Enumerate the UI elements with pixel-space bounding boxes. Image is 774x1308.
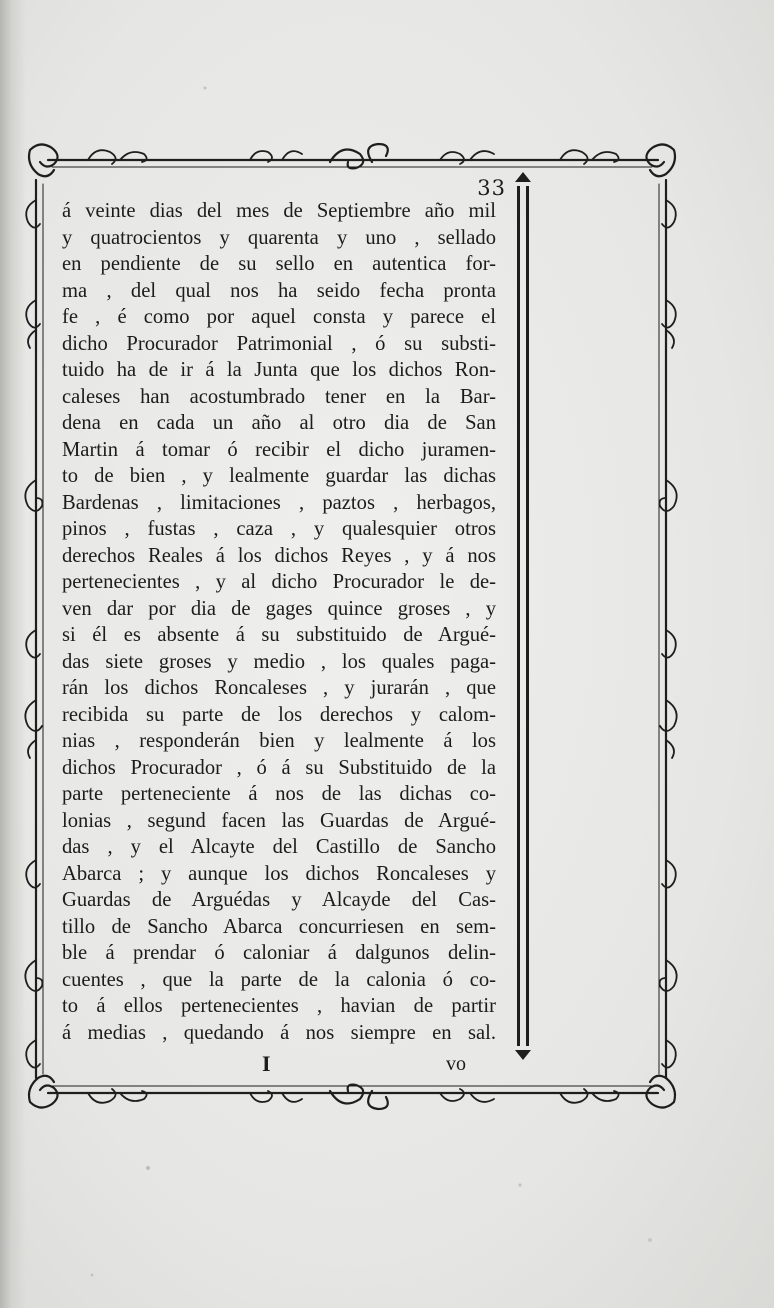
text-line: si él es absente á su substituido de Argué- — [62, 624, 496, 646]
text-line: á veinte dias del mes de Septiembre año mil — [62, 200, 496, 222]
text-line: dena en cada un año al otro dia de San — [62, 412, 496, 434]
page-number: 33 — [477, 176, 506, 200]
text-line: cuentes , que la parte de la calonia ó co- — [62, 968, 496, 991]
text-line: tuido ha de ir á la Junta que los dichos Ron- — [62, 359, 496, 381]
text-line: ven dar por dia de gages quince groses , y — [62, 597, 496, 620]
text-line: parte perteneciente á nos de las dichas co- — [62, 783, 496, 805]
text-line: Bardenas , limitaciones , paztos , herbagos, — [62, 491, 496, 514]
text-line: pinos , fustas , caza , y qualesquier otros — [62, 518, 496, 540]
text-line: dichos Procurador , ó á su Substituido de la — [62, 756, 496, 779]
text-line: nias , responderán bien y lealmente á los — [62, 730, 496, 752]
text-line: y quatrocientos y quarenta y uno , sellado — [62, 226, 496, 249]
text-line: ble á prendar ó caloniar á dalgunos delin- — [62, 942, 496, 964]
text-line: tillo de Sancho Abarca concurriesen en sem- — [62, 915, 496, 938]
text-line: Martin á tomar ó recibir el dicho juramen- — [62, 438, 496, 461]
text-line: á medias , quedando á nos siempre en sal. — [62, 1021, 496, 1044]
text-line: Abarca ; y aunque los dichos Roncaleses y — [62, 862, 496, 885]
text-line: das , y el Alcayte del Castillo de Sancho — [62, 836, 496, 858]
signature-mark: I — [262, 1051, 271, 1076]
text-line: lonias , segund facen las Guardas de Argué- — [62, 809, 496, 832]
text-line: caleses han acostumbrado tener en la Bar- — [62, 385, 496, 408]
text-line: rán los dichos Roncaleses , y jurarán , que — [62, 677, 496, 699]
text-line: das siete groses y medio , los quales paga- — [62, 650, 496, 673]
text-line: en pendiente de su sello en autentica for- — [62, 253, 496, 275]
inner-column-rule — [515, 172, 531, 1060]
text-line: recibida su parte de los derechos y calom- — [62, 703, 496, 726]
text-line: to á ellos pertenecientes , havian de partir — [62, 995, 496, 1017]
text-line: to de bien , y lealmente guardar las dichas — [62, 465, 496, 487]
text-line: fe , é como por aquel consta y parece el — [62, 306, 496, 328]
text-line: Guardas de Arguédas y Alcayde del Cas- — [62, 889, 496, 911]
text-line: ma , del qual nos ha seido fecha pronta — [62, 279, 496, 302]
text-line: dicho Procurador Patrimonial , ó su substi- — [62, 332, 496, 355]
body-text — [62, 198, 496, 1046]
text-line: derechos Reales á los dichos Reyes , y á nos — [62, 544, 496, 567]
text-line: pertenecientes , y al dicho Procurador le de- — [62, 571, 496, 593]
catchword: vo — [446, 1053, 466, 1075]
